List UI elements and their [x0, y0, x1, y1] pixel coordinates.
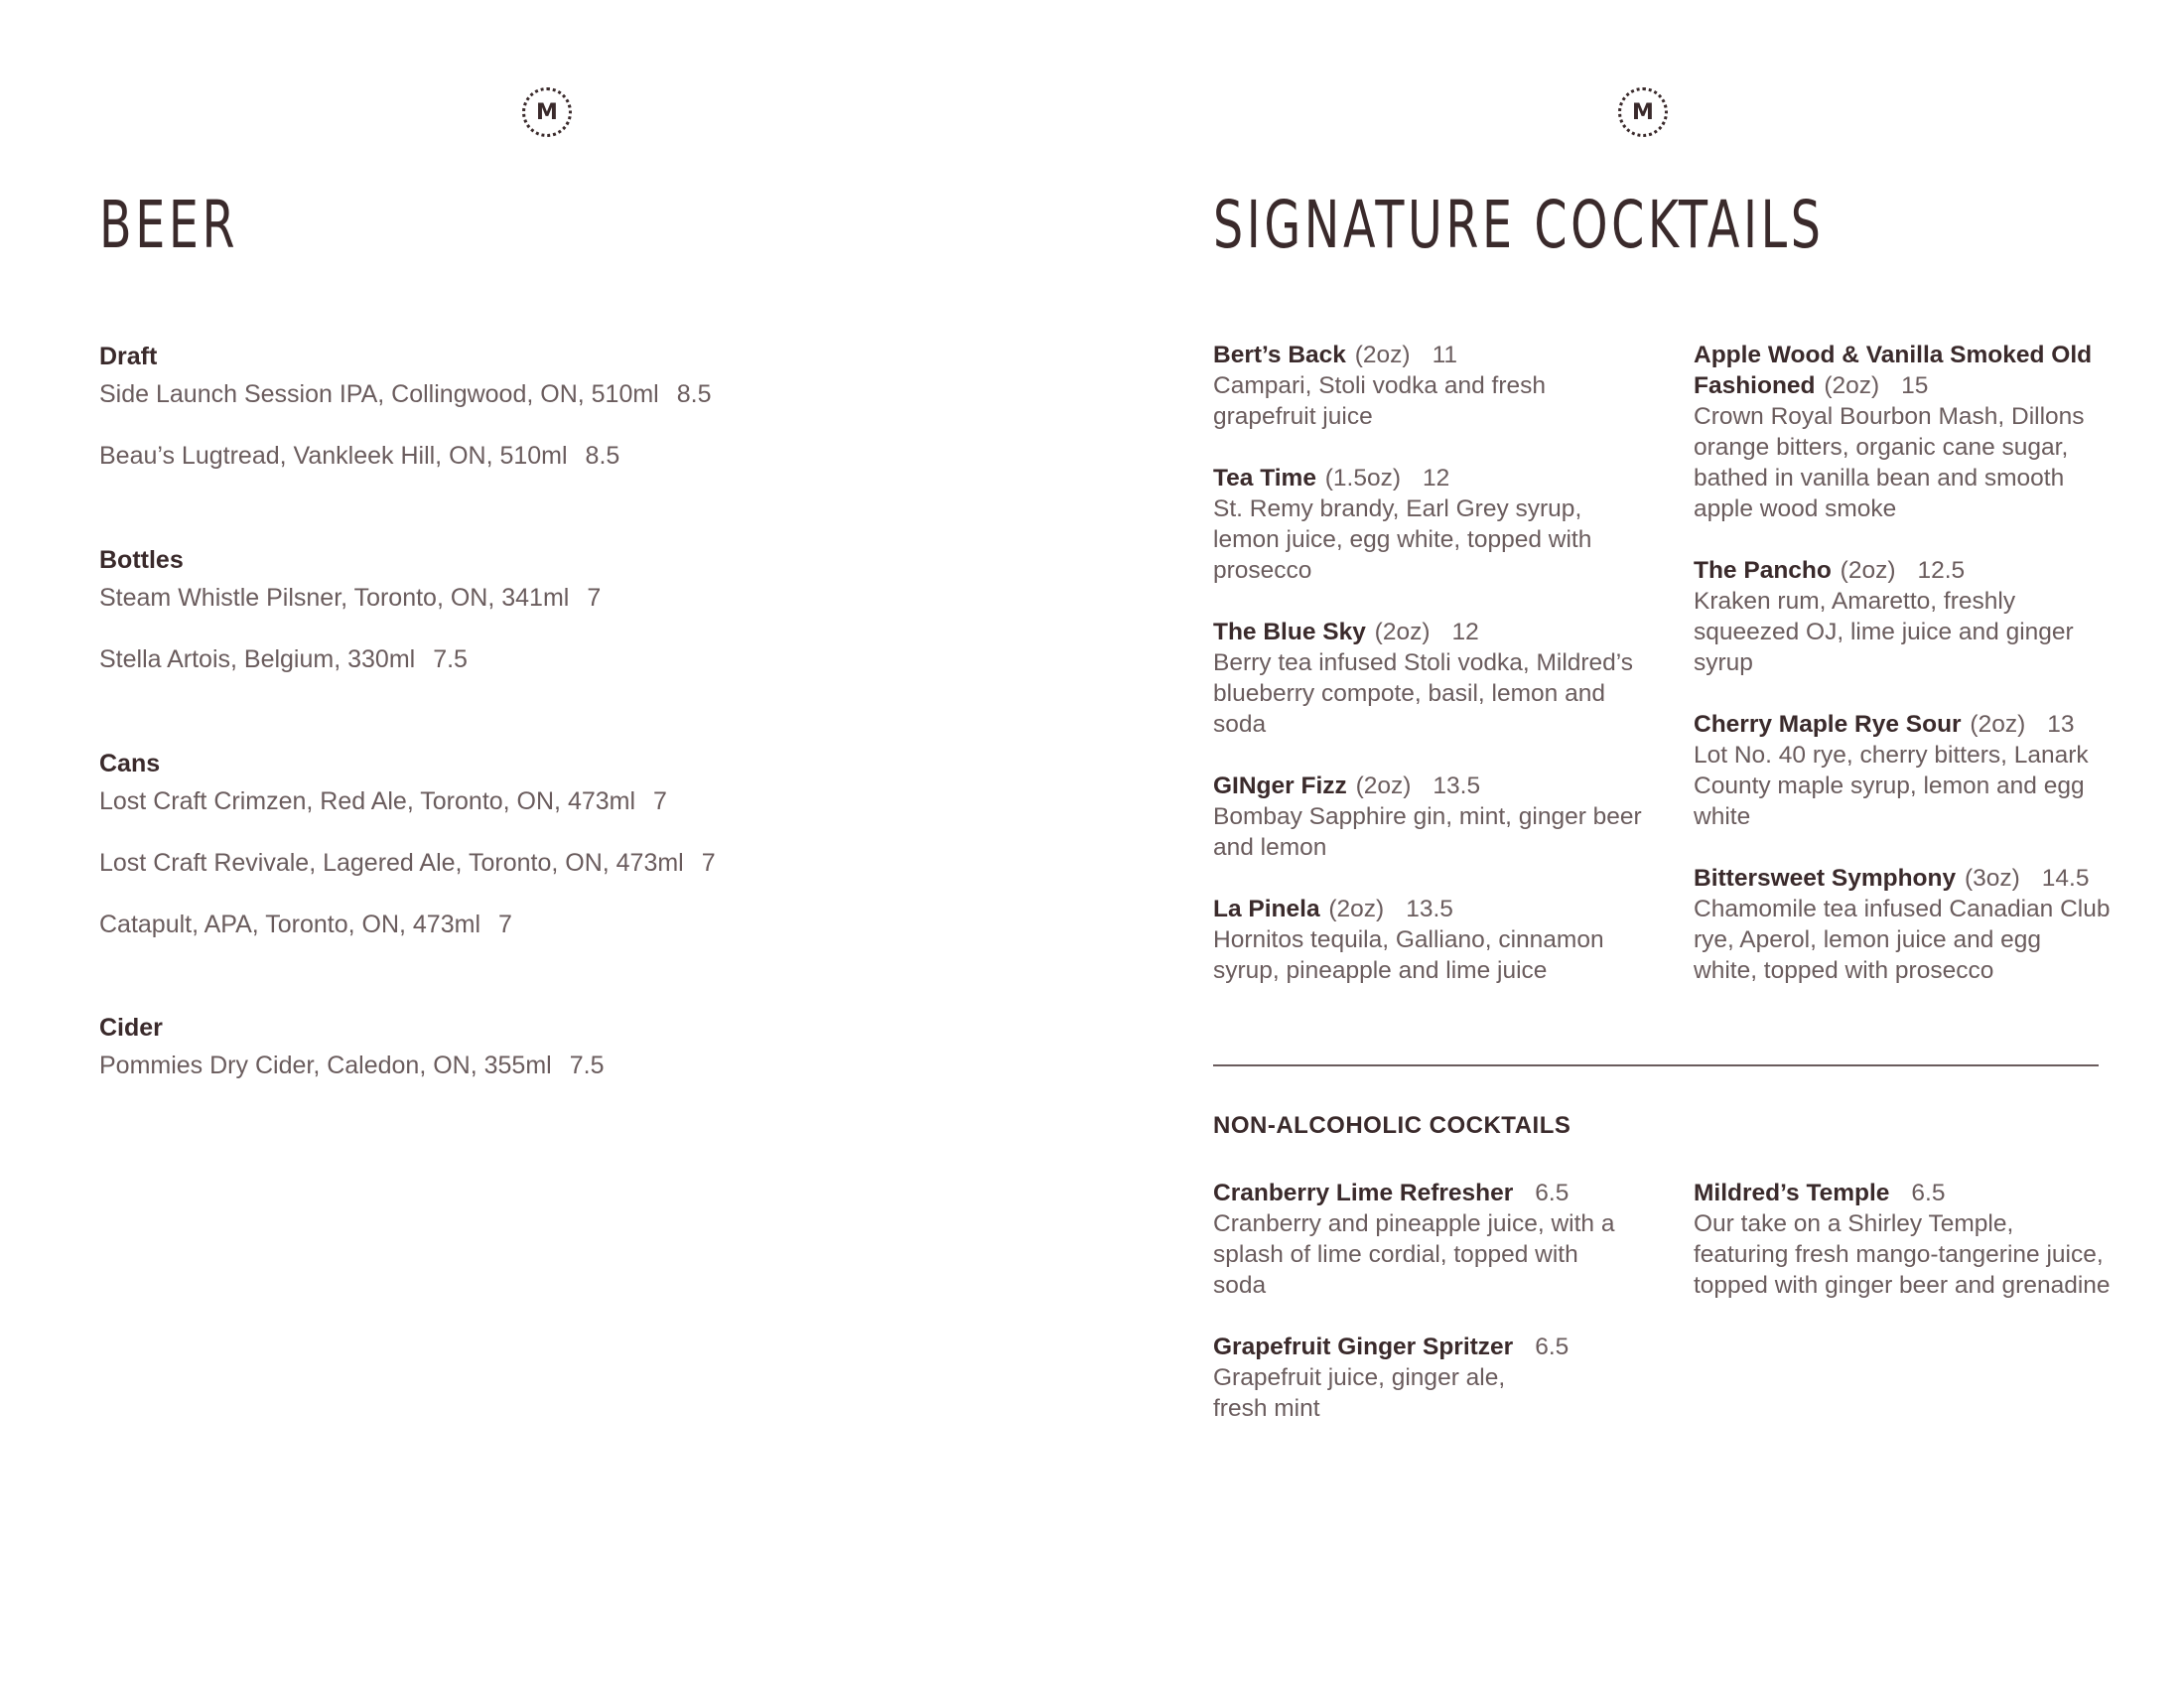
item-price: 7.5 — [433, 645, 468, 673]
non-alcoholic-column-left — [1213, 1178, 1630, 1455]
non-alcoholic-heading: NON-ALCOHOLIC COCKTAILS — [1213, 1112, 1571, 1139]
item-price: 7.5 — [569, 1052, 605, 1079]
cocktail-item — [1694, 709, 2111, 832]
cocktail-column-left — [1213, 340, 1650, 1017]
page-title: BEER — [99, 187, 239, 263]
cocktail-item — [1213, 1178, 1630, 1301]
beer-section-bottles — [99, 541, 601, 702]
cocktail-size: (3oz) — [1964, 865, 2020, 892]
cocktail-name: The Pancho — [1694, 557, 1832, 584]
cocktail-description: Bombay Sapphire gin, mint, ginger beer and lemon — [1213, 803, 1642, 861]
cocktail-name: Cherry Maple Rye Sour — [1694, 711, 1962, 738]
cocktail-size: (2oz) — [1824, 372, 1880, 399]
cocktail-item — [1213, 617, 1650, 740]
list-item — [99, 906, 716, 967]
section-divider — [1213, 1064, 2099, 1066]
cocktail-item — [1213, 771, 1650, 863]
cocktail-description: Grapefruit juice, ginger ale, fresh mint — [1213, 1364, 1506, 1422]
cocktail-size: (2oz) — [1354, 342, 1411, 368]
cocktail-item — [1213, 894, 1650, 986]
cocktail-description: Campari, Stoli vodka and fresh grapefruit juice — [1213, 372, 1546, 430]
cocktail-name: Mildred’s Temple — [1694, 1180, 1890, 1206]
cocktail-name: Grapefruit Ginger Spritzer — [1213, 1334, 1514, 1360]
cocktail-description: Hornitos tequila, Galliano, cinnamon syrup, pineapple and lime juice — [1213, 926, 1604, 984]
list-item — [99, 579, 601, 640]
item-price: 7 — [653, 787, 667, 815]
right-page — [1092, 0, 2184, 1688]
cocktail-item — [1213, 463, 1650, 586]
cocktail-name: GINger Fizz — [1213, 773, 1347, 799]
item-price: 8.5 — [585, 442, 620, 470]
list-item — [99, 437, 712, 498]
cocktail-description: Berry tea infused Stoli vodka, Mildred’s blueberry compote, basil, lemon and soda — [1213, 649, 1634, 738]
cocktail-item — [1694, 1178, 2111, 1301]
cocktail-name: Bittersweet Symphony — [1694, 865, 1957, 892]
item-price: 7 — [587, 584, 602, 612]
cocktail-item — [1213, 340, 1650, 432]
cocktail-name: Cranberry Lime Refresher — [1213, 1180, 1514, 1206]
section-heading: Draft — [99, 343, 158, 370]
list-item — [99, 375, 712, 437]
cocktail-column-right — [1694, 340, 2111, 1017]
beer-section-cider — [99, 1009, 604, 1108]
item-name: Lost Craft Revivale, Lagered Ale, Toronto, ON, 473ml — [99, 849, 684, 877]
cocktail-item — [1213, 1332, 1570, 1424]
cocktail-price: 12 — [1423, 465, 1450, 492]
item-name: Side Launch Session IPA, Collingwood, ON, 510ml — [99, 380, 659, 408]
cocktail-description: St. Remy brandy, Earl Grey syrup, lemon juice, egg white, topped with prosecco — [1213, 495, 1592, 584]
list-item — [99, 640, 601, 702]
cocktail-price: 12 — [1451, 619, 1479, 645]
non-alcoholic-column-right — [1694, 1178, 2111, 1332]
cocktail-name: Tea Time — [1213, 465, 1316, 492]
cocktail-item — [1694, 555, 2111, 678]
cocktail-description: Crown Royal Bourbon Mash, Dillons orange bitters, organic cane sugar, bathed in vanilla bean and smooth apple wood smoke — [1694, 403, 2085, 522]
cocktail-size: (2oz) — [1355, 773, 1412, 799]
cocktail-name: Bert’s Back — [1213, 342, 1346, 368]
cocktail-price: 6.5 — [1535, 1334, 1570, 1360]
cocktail-description: Our take on a Shirley Temple, featuring fresh mango-tangerine juice, topped with ginger beer and grenadine — [1694, 1210, 2111, 1299]
beer-section-draft — [99, 338, 712, 498]
cocktail-price: 12.5 — [1917, 557, 1966, 584]
cocktail-description: Kraken rum, Amaretto, freshly squeezed OJ, lime juice and ginger syrup — [1694, 588, 2074, 676]
list-item — [99, 782, 716, 844]
cocktail-price: 6.5 — [1535, 1180, 1570, 1206]
section-heading: Cider — [99, 1014, 163, 1042]
cocktail-description: Cranberry and pineapple juice, with a splash of lime cordial, topped with soda — [1213, 1210, 1615, 1299]
item-price: 7 — [701, 849, 716, 877]
cocktail-price: 6.5 — [1911, 1180, 1946, 1206]
item-name: Steam Whistle Pilsner, Toronto, ON, 341ml — [99, 584, 570, 612]
page-title: SIGNATURE COCKTAILS — [1213, 187, 1825, 263]
item-name: Catapult, APA, Toronto, ON, 473ml — [99, 911, 480, 938]
cocktail-size: (1.5oz) — [1324, 465, 1402, 492]
item-name: Beau’s Lugtread, Vankleek Hill, ON, 510ml — [99, 442, 568, 470]
list-item — [99, 1047, 604, 1108]
cocktail-size: (2oz) — [1374, 619, 1431, 645]
cocktail-name: The Blue Sky — [1213, 619, 1366, 645]
m-logo: M — [522, 87, 572, 137]
cocktail-description: Chamomile tea infused Canadian Club rye, Aperol, lemon juice and egg white, topped with prosecco — [1694, 896, 2111, 984]
section-heading: Cans — [99, 750, 161, 777]
cocktail-size: (2oz) — [1328, 896, 1385, 922]
cocktail-price: 13.5 — [1406, 896, 1453, 922]
cocktail-size: (2oz) — [1970, 711, 2026, 738]
item-name: Lost Craft Crimzen, Red Ale, Toronto, ON, 473ml — [99, 787, 636, 815]
cocktail-size: (2oz) — [1840, 557, 1896, 584]
beer-section-cans — [99, 745, 716, 967]
item-name: Pommies Dry Cider, Caledon, ON, 355ml — [99, 1052, 552, 1079]
cocktail-price: 13.5 — [1433, 773, 1481, 799]
cocktail-name: Apple Wood & Vanilla Smoked Old Fashioned — [1694, 342, 2093, 399]
cocktail-description: Lot No. 40 rye, cherry bitters, Lanark County maple syrup, lemon and egg white — [1694, 742, 2089, 830]
m-logo: M — [1618, 87, 1668, 137]
cocktail-price: 14.5 — [2041, 865, 2090, 892]
cocktail-item — [1694, 863, 2111, 986]
list-item — [99, 844, 716, 906]
item-price: 8.5 — [676, 380, 712, 408]
item-price: 7 — [498, 911, 512, 938]
cocktail-name: La Pinela — [1213, 896, 1320, 922]
cocktail-price: 15 — [1901, 372, 1929, 399]
item-name: Stella Artois, Belgium, 330ml — [99, 645, 416, 673]
cocktail-price: 13 — [2047, 711, 2075, 738]
cocktail-price: 11 — [1432, 342, 1457, 368]
cocktail-item — [1694, 340, 2111, 524]
section-heading: Bottles — [99, 546, 184, 574]
